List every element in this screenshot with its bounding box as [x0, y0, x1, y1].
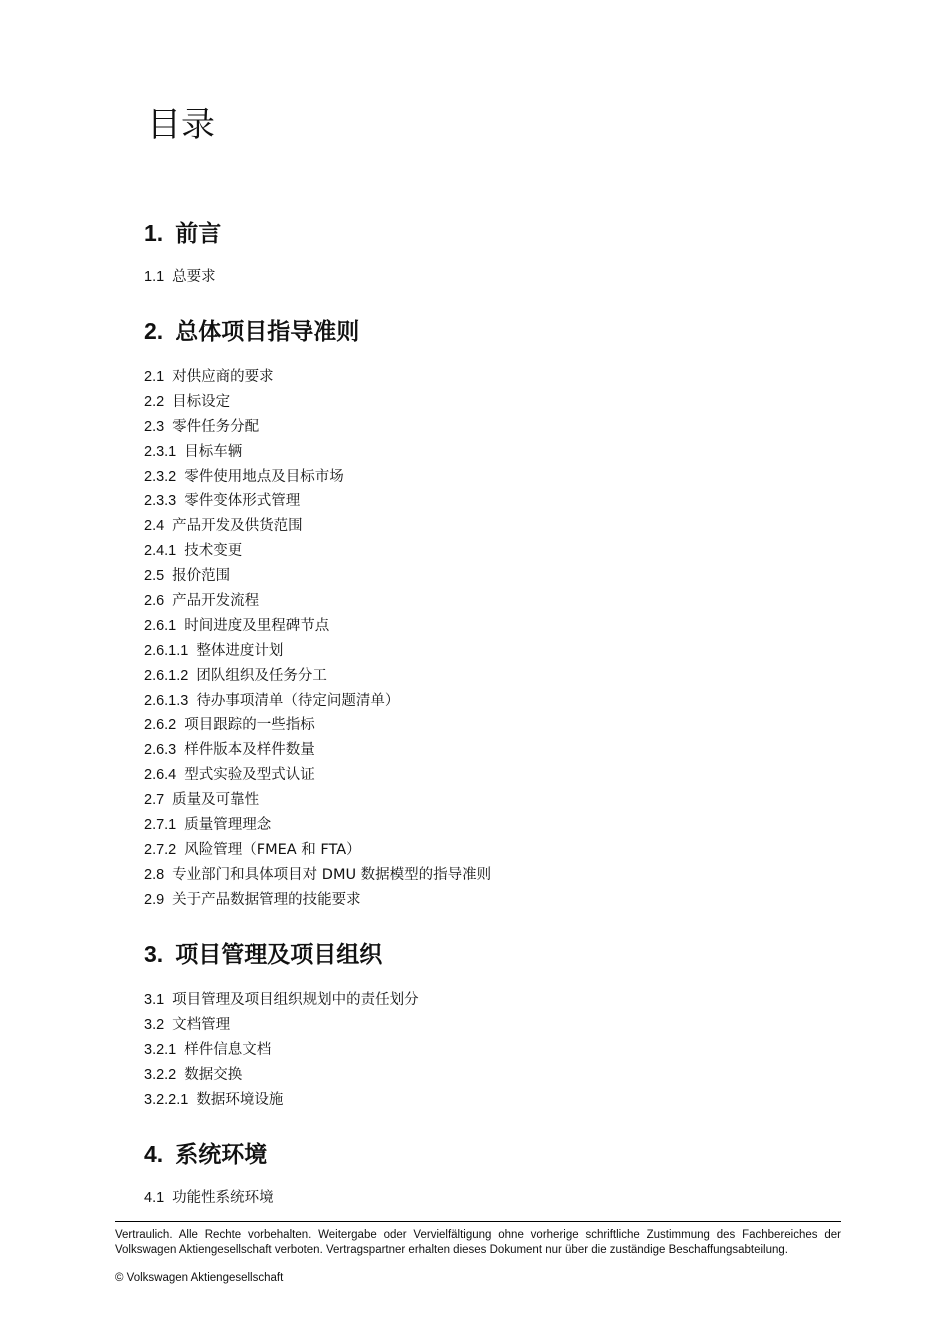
- toc-entry-number: 2.6: [144, 593, 165, 610]
- toc-entry-number: 2.6.2: [144, 717, 177, 734]
- toc-entry[interactable]: [144, 838, 491, 863]
- toc-entry-number: 3.2.2.1: [144, 1091, 189, 1108]
- toc-entry[interactable]: [144, 863, 491, 888]
- toc-entry[interactable]: [144, 265, 221, 290]
- toc-entry-title: 项目管理及项目组织规划中的责任划分: [172, 992, 419, 1008]
- toc-entry[interactable]: [144, 440, 491, 465]
- toc-entry-number: 2.7.2: [144, 841, 177, 858]
- toc-entry-number: 3.2: [144, 1016, 165, 1033]
- toc-entry[interactable]: [144, 1088, 419, 1113]
- toc-section-4: [144, 1137, 274, 1211]
- toc-entry-title: 功能性系统环境: [172, 1190, 274, 1206]
- section-heading: [144, 314, 491, 349]
- toc-entry-title: 零件变体形式管理: [184, 493, 301, 510]
- toc-entry[interactable]: [144, 713, 491, 738]
- toc-entry-number: 2.6.4: [144, 767, 177, 784]
- toc-entry[interactable]: [144, 539, 491, 564]
- toc-entry-title: 技术变更: [184, 543, 243, 560]
- toc-entry[interactable]: [144, 763, 491, 788]
- page-title: 目录: [147, 105, 215, 145]
- section-number: 2.: [144, 318, 164, 344]
- toc-entry[interactable]: [144, 639, 491, 664]
- toc-entry[interactable]: [144, 689, 491, 714]
- toc-entry-title: 产品开发及供货范围: [172, 518, 303, 535]
- copyright-notice: © Volkswagen Aktiengesellschaft: [115, 1272, 284, 1284]
- toc-entry-title: 数据交换: [184, 1066, 243, 1083]
- section-title: 总体项目指导准则: [175, 319, 360, 345]
- toc-entry[interactable]: [144, 390, 491, 415]
- section-title: 前言: [175, 221, 222, 247]
- toc-list: [144, 365, 491, 913]
- toc-entry-title: 文档管理: [172, 1016, 231, 1033]
- toc-list: [144, 988, 419, 1112]
- toc-entry-title: 整体进度计划: [196, 642, 284, 659]
- toc-entry-number: 4.1: [144, 1190, 165, 1206]
- toc-entry-title: 对供应商的要求: [172, 369, 274, 385]
- toc-entry-number: 2.2: [144, 393, 165, 410]
- toc-entry-number: 2.5: [144, 568, 165, 585]
- toc-entry[interactable]: [144, 489, 491, 514]
- section-number: 1.: [144, 220, 164, 246]
- toc-entry-title: 数据环境设施: [196, 1091, 284, 1108]
- toc-entry[interactable]: [144, 365, 491, 390]
- toc-entry-number: 2.1: [144, 369, 165, 385]
- toc-entry-title: 专业部门和具体项目对 DMU 数据模型的指导准则: [172, 866, 492, 883]
- toc-entry[interactable]: [144, 415, 491, 440]
- section-heading: [144, 937, 419, 972]
- toc-entry[interactable]: [144, 988, 419, 1013]
- toc-entry-title: 关于产品数据管理的技能要求: [172, 891, 361, 908]
- toc-entry-number: 3.2.2: [144, 1066, 177, 1083]
- toc-entry-number: 3.2.1: [144, 1041, 177, 1058]
- toc-entry-number: 2.4: [144, 518, 165, 535]
- toc-section-1: [144, 216, 221, 290]
- toc-entry-title: 零件使用地点及目标市场: [184, 468, 344, 485]
- toc-entry[interactable]: [144, 564, 491, 589]
- toc-entry-number: 2.3.2: [144, 468, 177, 485]
- toc-section-2: [144, 314, 491, 913]
- toc-entry-title: 样件信息文档: [184, 1041, 272, 1058]
- toc-entry-title: 风险管理（FMEA 和 FTA）: [184, 841, 361, 858]
- toc-entry-number: 2.4.1: [144, 543, 177, 560]
- toc-entry-number: 2.6.1: [144, 617, 177, 634]
- toc-entry[interactable]: [144, 1186, 274, 1211]
- toc-entry[interactable]: [144, 465, 491, 490]
- toc-entry-number: 2.8: [144, 866, 165, 883]
- toc-entry-title: 质量及可靠性: [172, 792, 260, 809]
- toc-entry-title: 报价范围: [172, 568, 231, 585]
- toc-entry-title: 样件版本及样件数量: [184, 742, 315, 759]
- toc-entry[interactable]: [144, 664, 491, 689]
- toc-entry-number: 2.3.3: [144, 493, 177, 510]
- toc-entry-title: 项目跟踪的一些指标: [184, 717, 315, 734]
- toc-list: [144, 265, 221, 290]
- toc-entry-number: 2.6.1.1: [144, 642, 189, 659]
- section-title: 系统环境: [175, 1142, 268, 1168]
- toc-entry[interactable]: [144, 614, 491, 639]
- toc-entry-title: 零件任务分配: [172, 418, 260, 435]
- toc-entry[interactable]: [144, 514, 491, 539]
- toc-entry[interactable]: [144, 738, 491, 763]
- toc-entry-title: 目标设定: [172, 393, 231, 410]
- toc-entry[interactable]: [144, 788, 491, 813]
- section-title: 项目管理及项目组织: [175, 942, 383, 968]
- section-number: 4.: [144, 1141, 164, 1167]
- toc-entry-number: 3.1: [144, 992, 165, 1008]
- section-number: 3.: [144, 941, 164, 967]
- toc-entry-title: 总要求: [172, 269, 216, 285]
- toc-entry[interactable]: [144, 1063, 419, 1088]
- toc-entry-number: 2.7.1: [144, 817, 177, 834]
- toc-entry-number: 2.6.1.2: [144, 667, 189, 684]
- page-footer: [115, 1221, 841, 1286]
- toc-entry-number: 2.9: [144, 891, 165, 908]
- toc-list: [144, 1186, 274, 1211]
- toc-entry-title: 产品开发流程: [172, 593, 260, 610]
- toc-section-3: [144, 937, 419, 1112]
- toc-entry-number: 2.6.3: [144, 742, 177, 759]
- toc-entry-title: 型式实验及型式认证: [184, 767, 315, 784]
- toc-entry-title: 目标车辆: [184, 443, 243, 460]
- toc-entry-title: 待办事项清单（待定问题清单）: [196, 692, 400, 709]
- section-heading: [144, 216, 221, 251]
- toc-entry-number: 1.1: [144, 269, 165, 285]
- toc-entry[interactable]: [144, 888, 491, 913]
- toc-entry[interactable]: [144, 1013, 419, 1038]
- section-heading: [144, 1137, 274, 1172]
- toc-entry[interactable]: [144, 1038, 419, 1063]
- toc-entry-title: 质量管理理念: [184, 817, 272, 834]
- toc-entry-title: 时间进度及里程碑节点: [184, 617, 330, 634]
- toc-entry[interactable]: [144, 813, 491, 838]
- toc-entry-number: 2.3: [144, 418, 165, 435]
- toc-entry[interactable]: [144, 589, 491, 614]
- toc-entry-title: 团队组织及任务分工: [196, 667, 327, 684]
- toc-entry-number: 2.6.1.3: [144, 692, 189, 709]
- confidentiality-notice: Vertraulich. Alle Rechte vorbehalten. Weitergabe oder Vervielfältigung ohne vorherige schriftliche Zustimmung des Fachbereiches der Volkswagen Aktiengesellschaft verboten. Vertragspartner erhalten dieses Dokument nur über die zuständige Beschaffungsabteilung.: [115, 1229, 841, 1256]
- toc-entry-number: 2.7: [144, 792, 165, 809]
- toc-entry-number: 2.3.1: [144, 443, 177, 460]
